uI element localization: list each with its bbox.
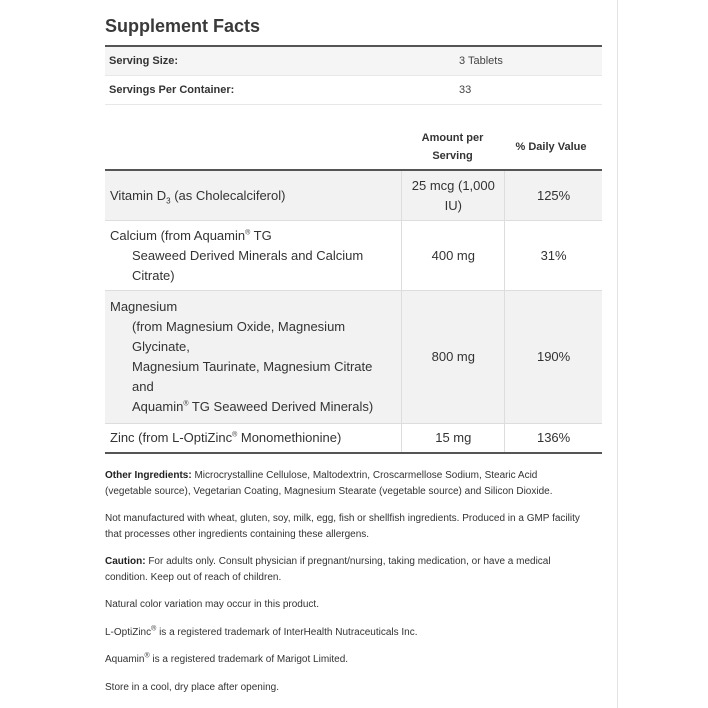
nutrient-line: (from Magnesium Oxide, Magnesium [132, 319, 346, 334]
other-ingredients-label: Other Ingredients: [105, 470, 192, 481]
nutrient-amount: 15 mg [402, 424, 505, 452]
nutrient-daily-value: 136% [536, 430, 571, 445]
table-row [105, 221, 602, 291]
table-row [105, 171, 602, 221]
nutrient-line: TG Seaweed Derived Minerals) [188, 399, 374, 414]
nutrient-line: Monomethionine) [237, 430, 342, 445]
nutrient-subscript: 3 [166, 196, 171, 206]
nutrient-amount: 800 mg [402, 291, 505, 423]
serving-size-label: Serving Size: [109, 55, 179, 67]
trademark-text: is a registered trademark of Marigot Limited. [149, 654, 349, 665]
nutrient-line: Magnesium Taurinate, Magnesium Citrate [132, 359, 373, 374]
other-ingredients [105, 468, 585, 499]
table-row [105, 424, 602, 454]
registered-mark: ® [232, 431, 238, 439]
nutrient-line: Seaweed Derived Minerals and Calcium [132, 247, 364, 263]
allergen-statement: Not manufactured with wheat, gluten, soy, milk, egg, fish or shellfish ingredients. Produced in a GMP facility that processes other ingredients containing these allergens. [105, 513, 580, 540]
storage-note: Store in a cool, dry place after opening. [105, 681, 279, 693]
table-header-row [105, 125, 602, 171]
nutrient-line: TG [250, 227, 272, 243]
registered-mark: ® [144, 652, 150, 660]
registered-mark: ® [245, 229, 251, 237]
amount-header-line1: Amount per [421, 132, 484, 144]
caution-statement [105, 554, 585, 585]
nutrient-amount: 400 mg [402, 221, 505, 290]
table-row [105, 291, 602, 424]
nutrient-line: Glycinate, [132, 339, 190, 354]
nutrient-line: Citrate) [132, 267, 175, 283]
nutrient-line: Magnesium [110, 299, 178, 314]
nutrient-name [105, 291, 402, 423]
trademark-name: L-OptiZinc [105, 626, 152, 638]
other-ingredients-text: Microcrystalline Cellulose, Maltodextrin, Croscarmellose Sodium, Stearic Acid (vegetable source), Vegetarian Coating, Magnesium Stearate (vegetable source) and Silicon Dioxide. [105, 470, 553, 497]
label-notes [105, 468, 585, 707]
right-divider [617, 0, 618, 708]
amount-header [405, 129, 500, 165]
trademark-note-optizinc [105, 625, 585, 641]
nutrient-name [105, 221, 402, 290]
amount-header-line2: Serving [432, 150, 473, 162]
serving-size-value: 3 Tablets [459, 55, 503, 67]
color-variation-note: Natural color variation may occur in this product. [105, 599, 319, 610]
nutrient-line: and [132, 379, 154, 394]
caution-label: Caution: [105, 556, 146, 567]
trademark-note-aquamin [105, 652, 585, 668]
nutrient-daily-value: 190% [536, 349, 571, 364]
servings-per-container-label: Servings Per Container: [109, 84, 235, 96]
caution-text: For adults only. Consult physician if pregnant/nursing, taking medication, or have a medical condition. Keep out of reach of children. [105, 556, 551, 583]
supplement-facts-panel [105, 0, 602, 454]
nutrient-daily-value: 31% [540, 247, 567, 263]
nutrient-name [105, 424, 402, 452]
servings-per-container-value: 33 [459, 84, 472, 96]
nutrient-name [105, 171, 402, 220]
nutrient-line: Aquamin [132, 399, 184, 414]
servings-per-container-row [105, 76, 602, 105]
trademark-text: is a registered trademark of InterHealth Nutraceuticals Inc. [156, 626, 418, 638]
nutrient-name-rest: (as Cholecalciferol) [170, 187, 286, 203]
nutrient-name-text: Vitamin D [110, 187, 167, 203]
nutrient-amount: 25 mcg (1,000 IU) [402, 171, 505, 220]
registered-mark: ® [151, 625, 157, 633]
page-title: Supplement Facts [105, 16, 261, 36]
serving-size-row [105, 47, 602, 76]
daily-value-header: % Daily Value [515, 141, 587, 153]
registered-mark: ® [183, 400, 189, 408]
nutrient-line: Zinc (from L-OptiZinc [110, 430, 233, 445]
trademark-name: Aquamin [105, 654, 145, 665]
nutrient-line: Calcium (from Aquamin [110, 227, 246, 243]
nutrient-daily-value: 125% [536, 187, 571, 203]
